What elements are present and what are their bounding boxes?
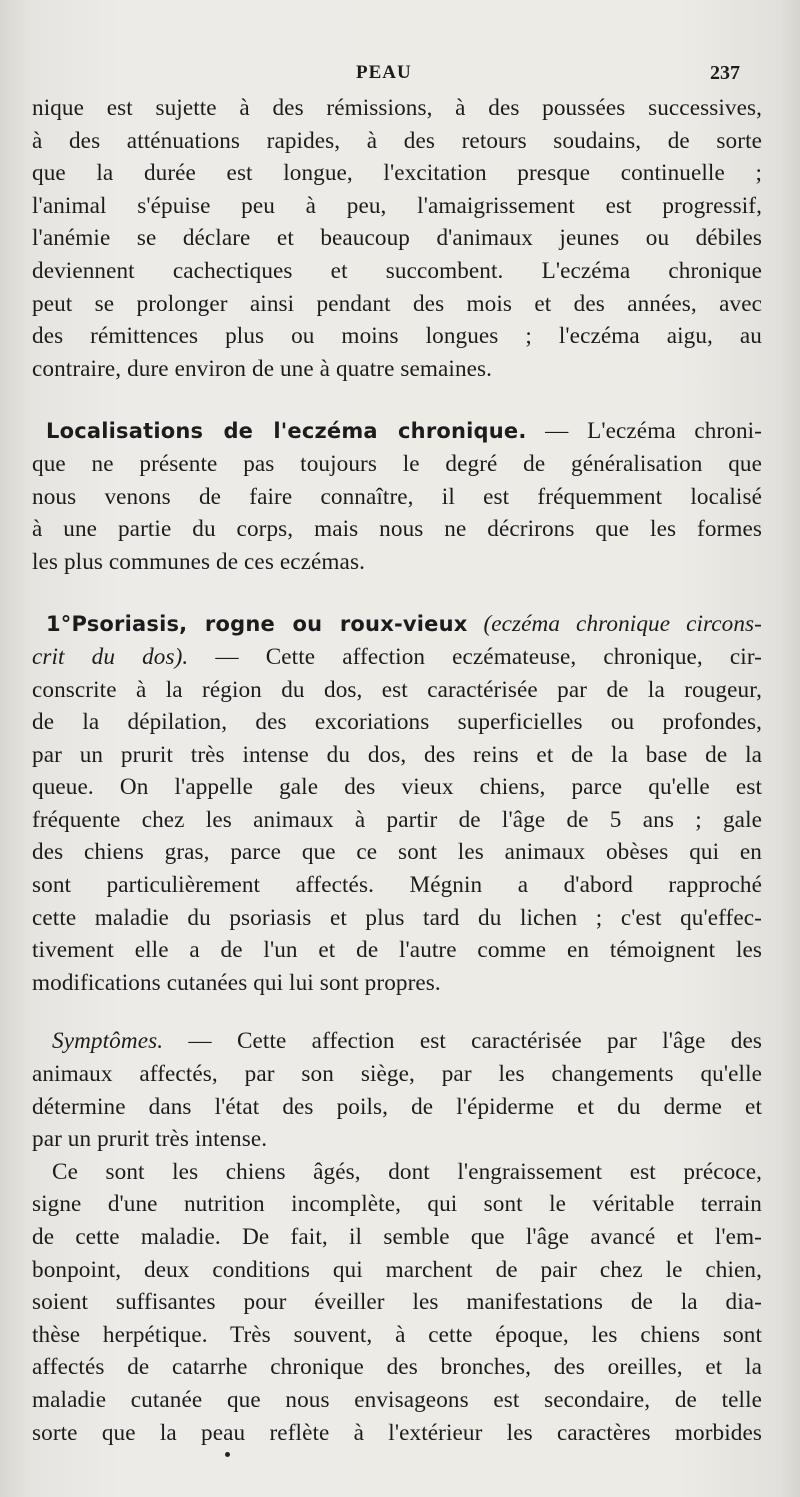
text-line: maladie cutanée que nous envisageons est secondaire, de telle (32, 1386, 762, 1413)
text-line: queue. On l'appelle gale des vieux chiens, parce qu'elle est (32, 774, 762, 801)
text-line (32, 641, 762, 674)
text-line: de la dépilation, des excoriations superficielles ou profondes, (32, 709, 762, 736)
text-line: affectés de catarrhe chronique des bronches, des oreilles, et la (32, 1354, 762, 1381)
text-line: sorte que la peau reflète à l'extérieur les caractères morbides (32, 1419, 762, 1446)
text-line: Ce sont les chiens âgés, dont l'engraissement est précoce, (52, 1158, 762, 1185)
text-fragment: — Cette affection eczémateuse, chronique, cir- (188, 643, 762, 670)
text-line: thèse herpétique. Très souvent, à cette époque, les chiens sont (32, 1321, 762, 1348)
running-head: PEAU (356, 62, 412, 83)
text-line: conscrite à la région du dos, est caractérisée par de la rougeur, (32, 676, 762, 703)
symptomes-paragraph (32, 1025, 762, 1058)
text-line: nique est sujette à des rémissions, à des poussées successives, (32, 95, 762, 121)
page-body (32, 92, 762, 1449)
text-line: des rémittences plus ou moins longues ; l'eczéma aigu, au (32, 323, 762, 350)
text-line: l'anémie se déclare et beaucoup d'animaux jeunes ou débiles (32, 225, 762, 252)
text-fragment: (eczéma chronique circons- (467, 611, 762, 638)
page-number: 237 (710, 62, 740, 84)
intro-paragraph (32, 92, 762, 385)
section-title-psoriasis: 1°Psoriasis, rogne ou roux-vieux (46, 612, 468, 637)
text-line: cette maladie du psoriasis et plus tard du lichen ; c'est qu'effec- (32, 904, 762, 931)
text-line: soient suffisantes pour éveiller les manifestations de la dia- (32, 1289, 762, 1316)
text-fragment: crit du dos). (32, 643, 189, 670)
section-title-localisations: Localisations de l'eczéma chronique. (46, 419, 527, 444)
final-paragraph (32, 1156, 762, 1449)
text-line (52, 1025, 762, 1058)
text-line: sont particulièrement affectés. Mégnin a d'abord rapproché (32, 872, 762, 899)
text-line: que la durée est longue, l'excitation presque continuelle ; (32, 160, 762, 187)
text-line: les plus communes de ces eczémas. (32, 548, 365, 575)
page-header (0, 62, 800, 90)
text-fragment: — L'eczéma chroni- (526, 418, 762, 445)
text-line: tivement elle a de l'un et de l'autre comme en témoignent les (32, 937, 762, 964)
section-label-symptomes: Symptômes. (52, 1028, 164, 1055)
text-line: animaux affectés, par son siège, par les changements qu'elle (32, 1061, 762, 1088)
text-line: des chiens gras, parce que ce sont les animaux obèses qui en (32, 839, 762, 866)
text-line: modifications cutanées qui lui sont propres. (32, 969, 441, 996)
psoriasis-paragraph (32, 608, 762, 641)
text-line: que ne présente pas toujours le degré de généralisation que (32, 450, 762, 477)
text-line (46, 415, 762, 448)
text-line: contraire, dure environ de une à quatre semaines. (32, 355, 493, 382)
text-fragment: — Cette affection est caractérisée par l'âge des (163, 1028, 762, 1055)
text-line: signe d'une nutrition incomplète, qui sont le véritable terrain (32, 1191, 762, 1218)
text-line: à une partie du corps, mais nous ne décrirons que les formes (32, 516, 762, 543)
symptomes-body (32, 1058, 762, 1156)
text-line: bonpoint, deux conditions qui marchent de pair chez le chien, (32, 1256, 762, 1283)
text-line: détermine dans l'état des poils, de l'épiderme et du derme et (32, 1093, 762, 1120)
text-line: peut se prolonger ainsi pendant des mois et des années, avec (32, 290, 762, 317)
printing-dot (225, 1452, 230, 1457)
localisations-body (32, 448, 762, 578)
text-line: nous venons de faire connaître, il est fréquemment localisé (32, 483, 762, 510)
text-line: à des atténuations rapides, à des retours soudains, de sorte (32, 127, 762, 154)
text-line: par un prurit très intense du dos, des reins et de la base de la (32, 741, 762, 768)
psoriasis-body (32, 641, 762, 1000)
text-line: fréquente chez les animaux à partir de l'âge de 5 ans ; gale (32, 806, 762, 833)
text-line: de cette maladie. De fait, il semble que l'âge avancé et l'em- (32, 1224, 762, 1250)
text-line: deviennent cachectiques et succombent. L'eczéma chronique (32, 257, 762, 284)
localisations-paragraph (32, 415, 762, 448)
text-line (46, 608, 762, 641)
text-line: par un prurit très intense. (32, 1126, 268, 1153)
text-line: l'animal s'épuise peu à peu, l'amaigrissement est progressif, (32, 192, 762, 219)
